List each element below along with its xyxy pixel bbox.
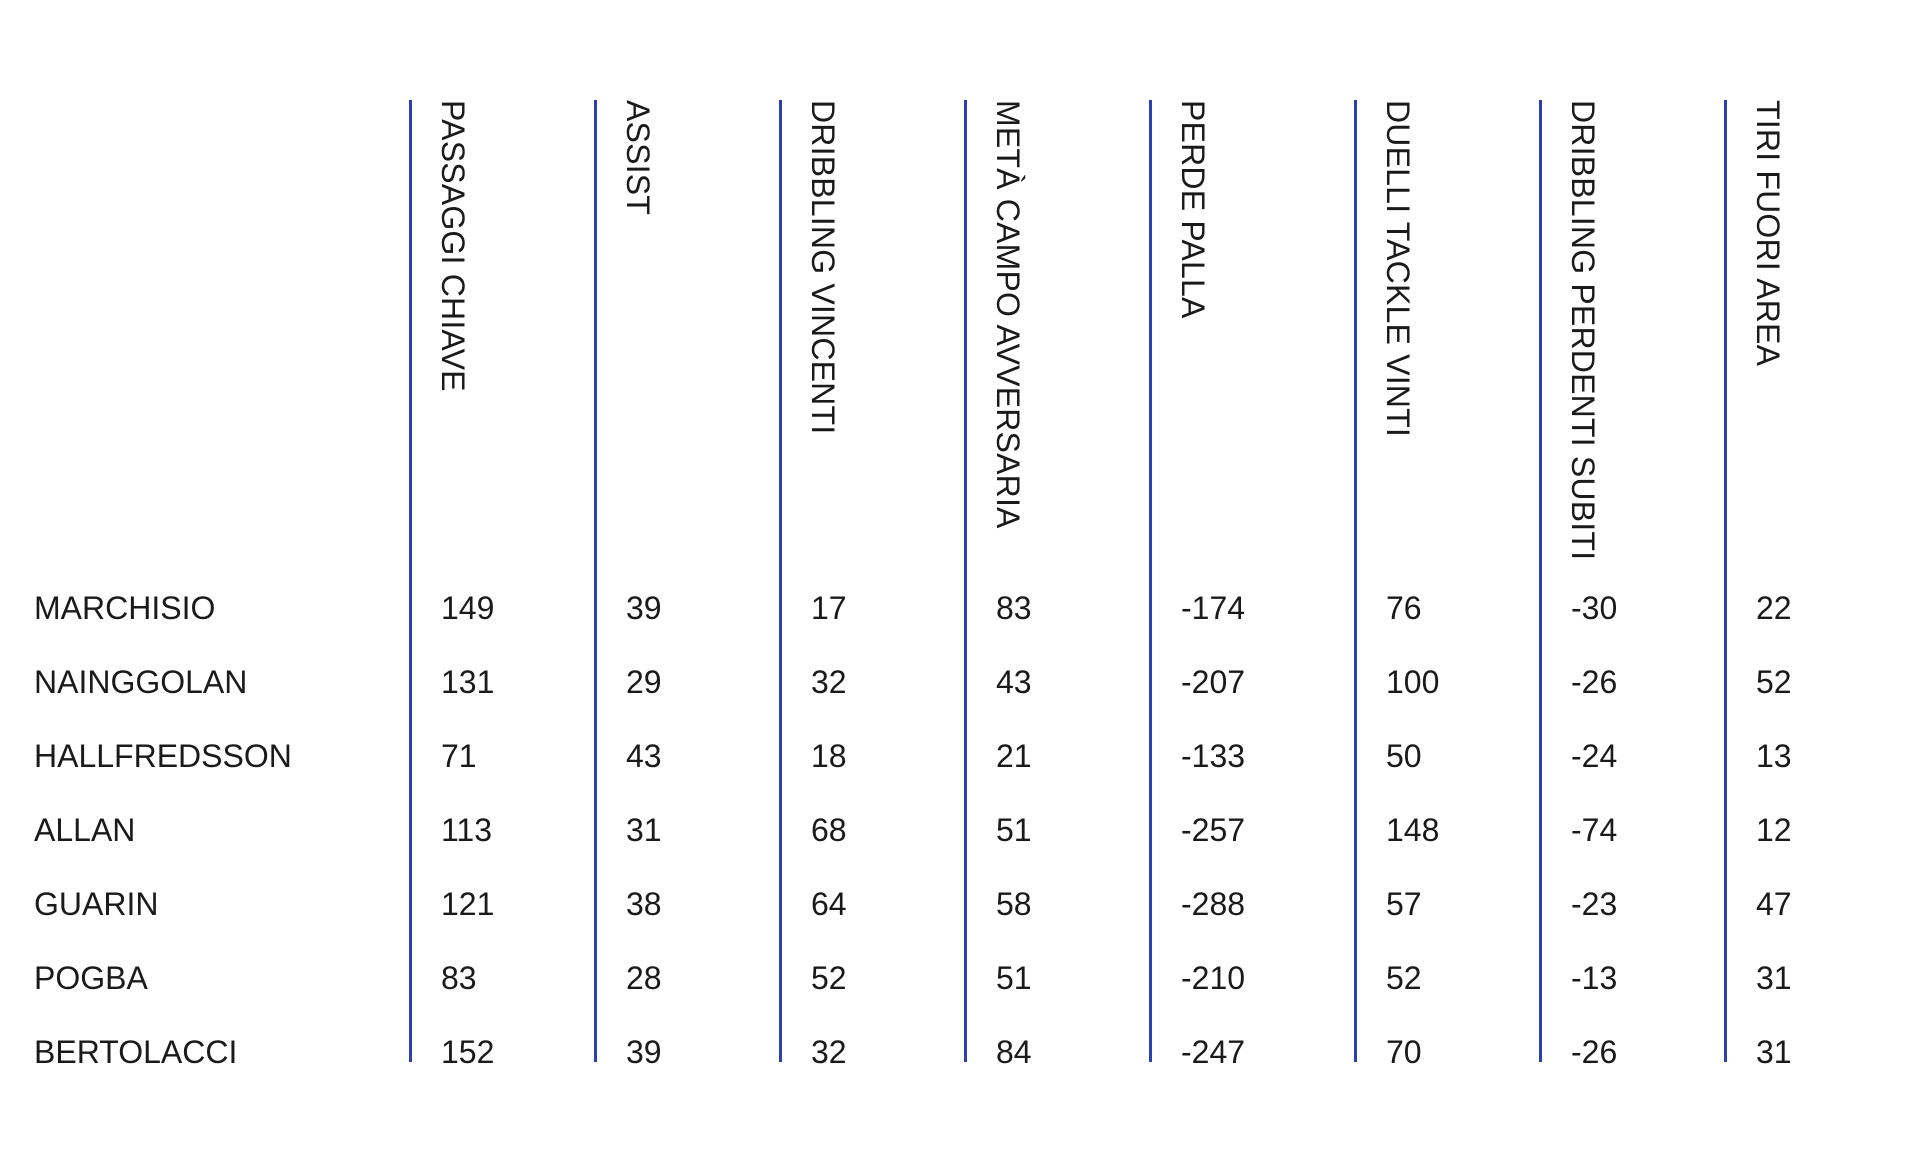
table-cell: 18 (811, 738, 847, 774)
player-name: BERTOLACCI (34, 1034, 238, 1070)
table-cell: 64 (811, 886, 847, 922)
table-cell: 100 (1386, 664, 1440, 700)
table-cell: -257 (1181, 812, 1246, 848)
table-cell: 83 (441, 960, 477, 996)
table-cell: 149 (441, 590, 495, 626)
table-cell: 52 (811, 960, 847, 996)
table-cell: 43 (996, 664, 1032, 700)
table-cell: -26 (1571, 1034, 1618, 1070)
column-divider (594, 100, 597, 1062)
player-name: POGBA (34, 960, 148, 996)
table-cell: 57 (1386, 886, 1422, 922)
table-cell: -207 (1181, 664, 1246, 700)
column-header: PASSAGGI CHIAVE (435, 100, 471, 392)
table-cell: 22 (1756, 590, 1792, 626)
table-cell: 29 (626, 664, 662, 700)
table-cell: 70 (1386, 1034, 1422, 1070)
table-cell: 32 (811, 1034, 847, 1070)
table-cell: -174 (1181, 590, 1246, 626)
column-header: ASSIST (620, 100, 656, 216)
table-cell: 43 (626, 738, 662, 774)
player-name: MARCHISIO (34, 590, 216, 626)
table-cell: 32 (811, 664, 847, 700)
column-header: DRIBBLING VINCENTI (805, 100, 841, 435)
table-cell: 113 (441, 812, 493, 848)
table-cell: 148 (1386, 812, 1440, 848)
table-cell: 121 (441, 886, 495, 922)
column-divider (1539, 100, 1542, 1062)
table-cell: 131 (441, 664, 495, 700)
table-cell: 52 (1756, 664, 1792, 700)
column-divider (1149, 100, 1152, 1062)
table-cell: 50 (1386, 738, 1422, 774)
column-divider (1354, 100, 1357, 1062)
table-cell: 28 (626, 960, 662, 996)
table-cell: 58 (996, 886, 1032, 922)
table-cell: 31 (1756, 1034, 1792, 1070)
table-cell: 51 (996, 812, 1032, 848)
table-cell: -26 (1571, 664, 1618, 700)
table-cell: -210 (1181, 960, 1246, 996)
table-cell: 83 (996, 590, 1032, 626)
table-cell: 17 (811, 590, 847, 626)
column-divider (964, 100, 967, 1062)
table-cell: 39 (626, 1034, 662, 1070)
player-name: HALLFREDSSON (34, 738, 292, 774)
table-cell: 31 (626, 812, 662, 848)
table-cell: 21 (996, 738, 1032, 774)
table-cell: 84 (996, 1034, 1032, 1070)
table-cell: -74 (1571, 812, 1618, 848)
table-cell: -288 (1181, 886, 1246, 922)
column-header: DRIBBLING PERDENTI SUBITI (1565, 100, 1601, 561)
table-cell: 31 (1756, 960, 1792, 996)
column-header: TIRI FUORI AREA (1750, 100, 1786, 367)
player-name: GUARIN (34, 886, 159, 922)
column-header: PERDE PALLA (1175, 100, 1211, 319)
table-cell: -23 (1571, 886, 1618, 922)
table-cell: 12 (1756, 812, 1792, 848)
table-cell: 47 (1756, 886, 1792, 922)
table-cell: 71 (441, 738, 477, 774)
table-cell: 13 (1756, 738, 1792, 774)
table-cell: -13 (1571, 960, 1618, 996)
table-cell: 68 (811, 812, 847, 848)
table-cell: -133 (1181, 738, 1246, 774)
table-cell: 51 (996, 960, 1032, 996)
column-header: METÀ CAMPO AVVERSARIA (990, 100, 1026, 529)
column-divider (1724, 100, 1727, 1062)
column-header: DUELLI TACKLE VINTI (1380, 100, 1416, 437)
table-cell: -30 (1571, 590, 1618, 626)
table-cell: -24 (1571, 738, 1618, 774)
player-name: ALLAN (34, 812, 136, 848)
table-cell: 52 (1386, 960, 1422, 996)
table-cell: 39 (626, 590, 662, 626)
player-name: NAINGGOLAN (34, 664, 248, 700)
table-cell: 152 (441, 1034, 495, 1070)
column-divider (409, 100, 412, 1062)
column-divider (779, 100, 782, 1062)
table-cell: 38 (626, 886, 662, 922)
table-cell: 76 (1386, 590, 1422, 626)
table-cell: -247 (1181, 1034, 1246, 1070)
